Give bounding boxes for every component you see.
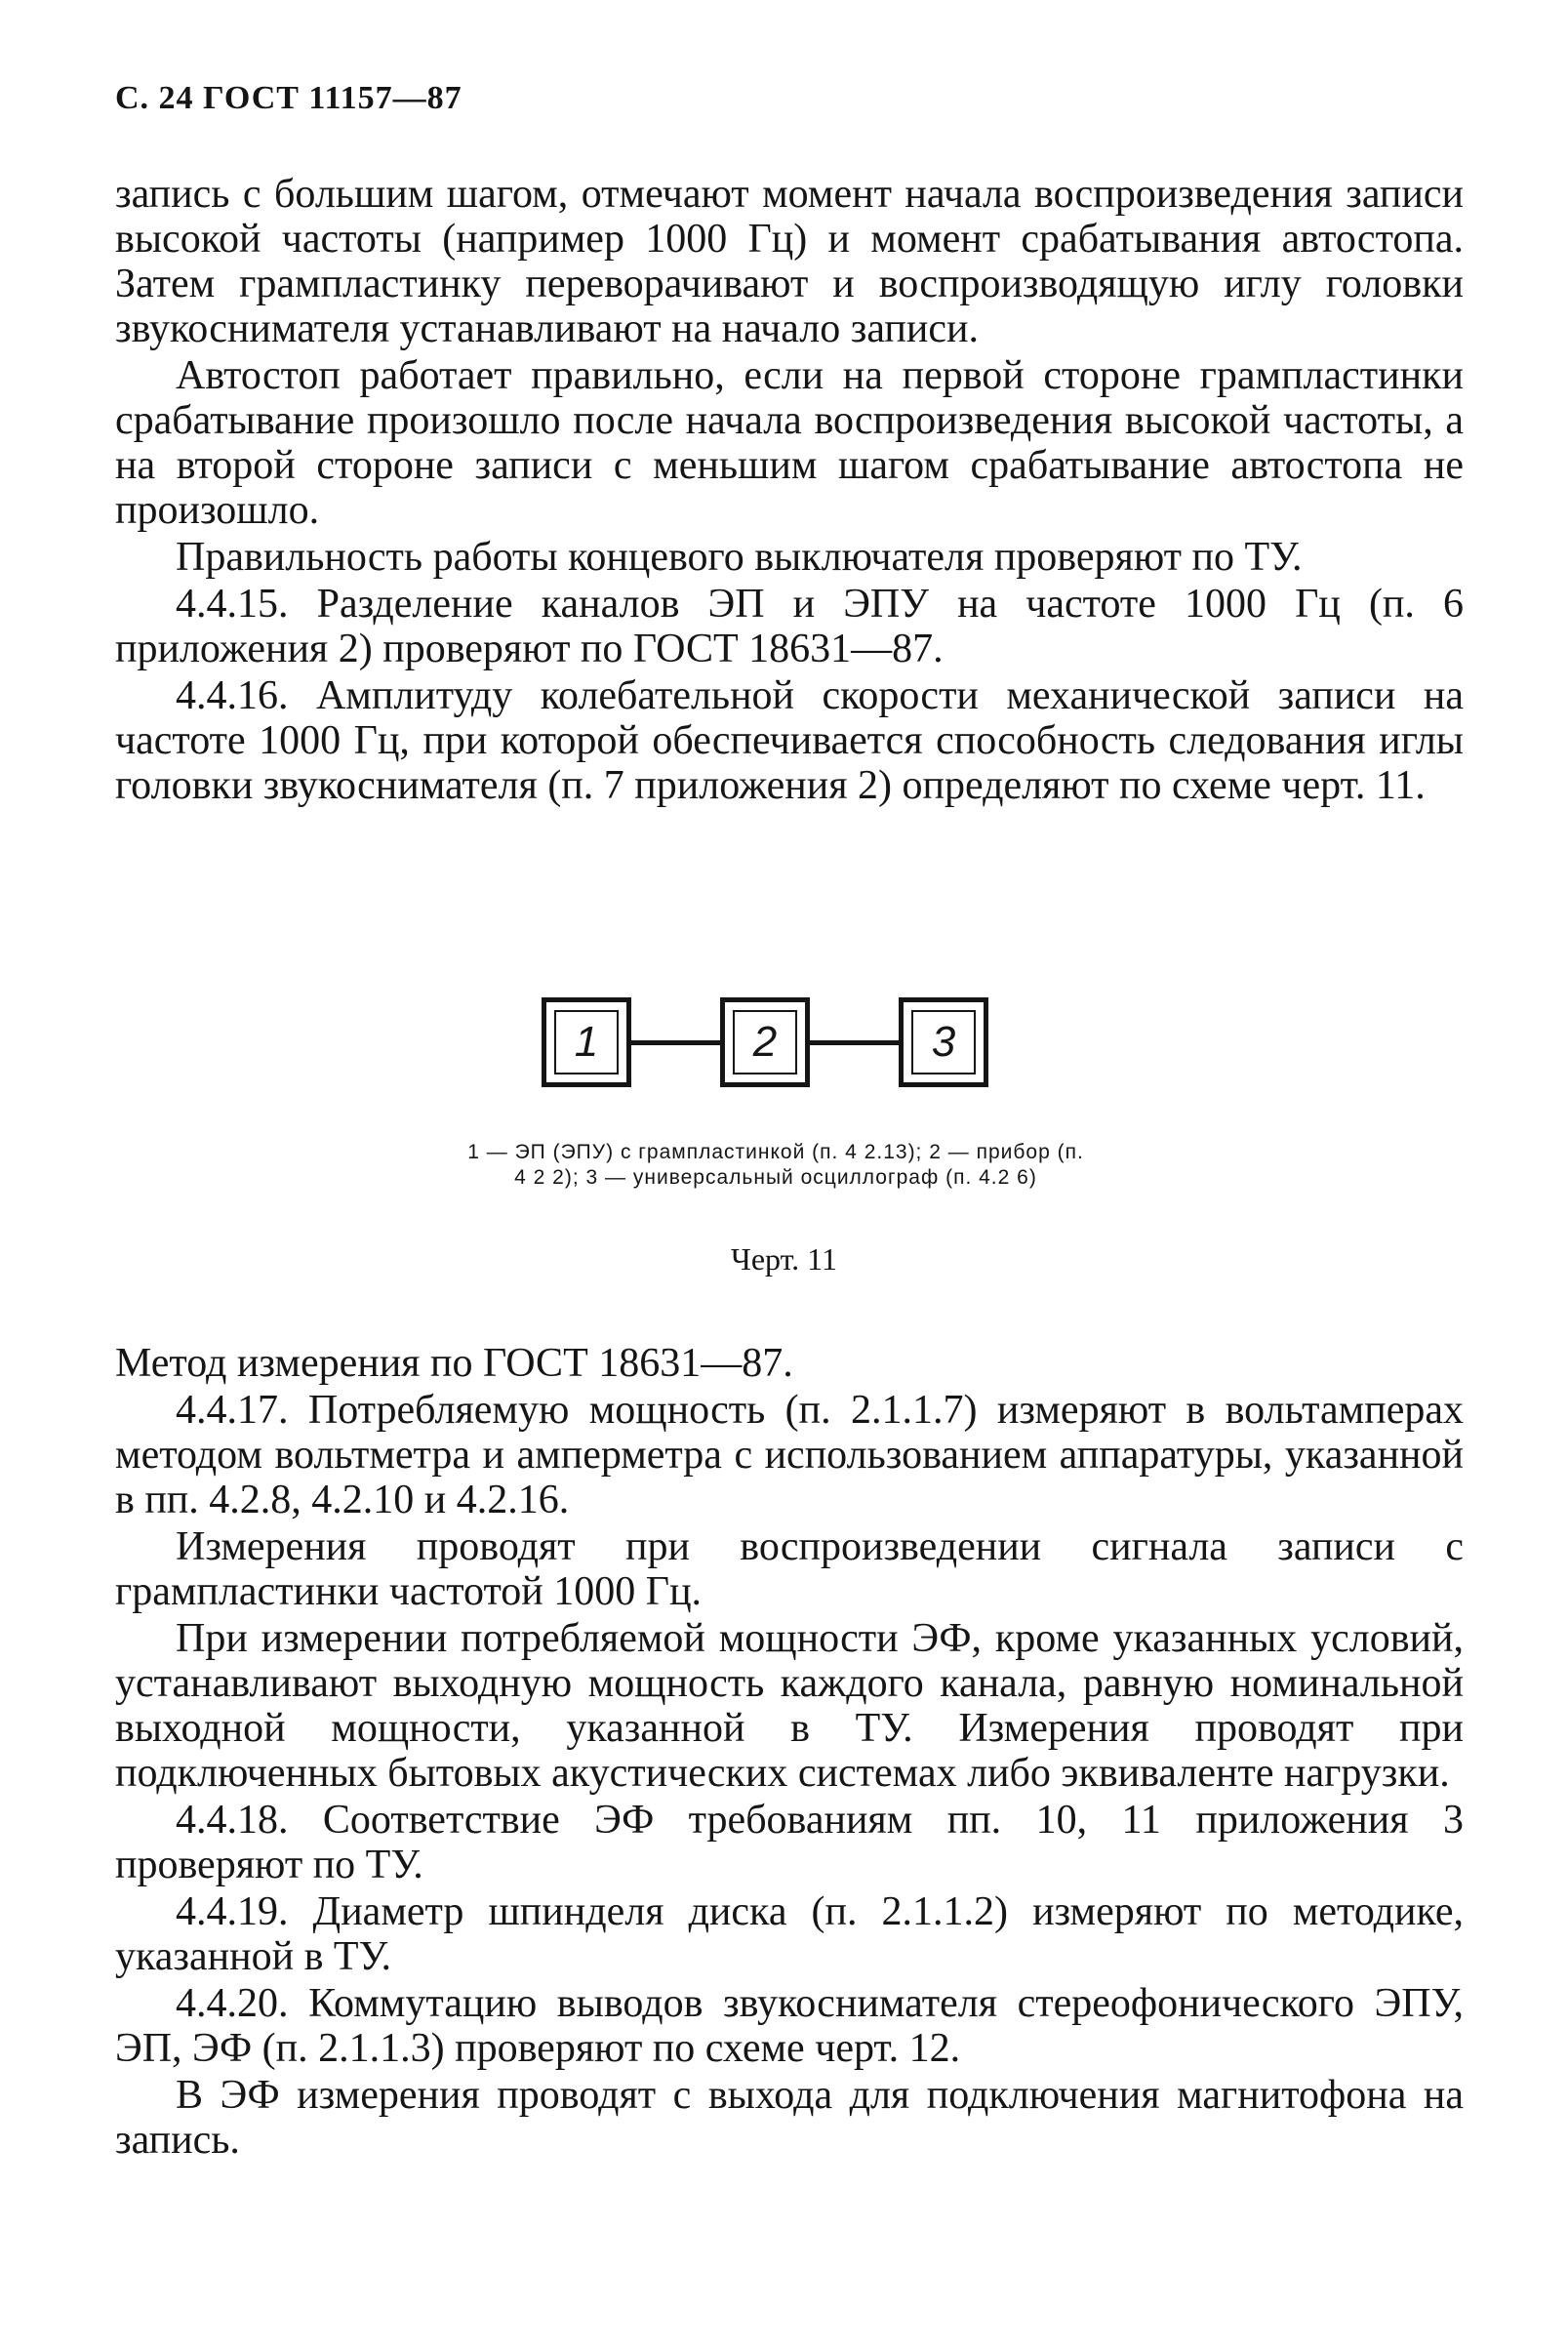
- page-header: С. 24 ГОСТ 11157—87: [115, 80, 462, 116]
- diagram-box-label: 3: [931, 1018, 956, 1066]
- paragraph: В ЭФ измерения проводят с выхода для подключения магнитофона на запись.: [115, 2073, 1464, 2163]
- text-block-top: [115, 172, 1464, 810]
- diagram-box-1: [542, 997, 631, 1087]
- paragraph: Метод измерения по ГОСТ 18631—87.: [115, 1341, 793, 1386]
- text-block-bottom: [115, 1341, 1464, 2165]
- connector-line: [810, 1040, 900, 1045]
- figure-caption: 1 — ЭП (ЭПУ) с грампластинкой (п. 4 2.13); 2 — прибор (п. 4 2 2); 3 — универсальный осциллограф (п. 4.2 6): [467, 1141, 1084, 1189]
- diagram-box-3: [899, 997, 988, 1087]
- paragraph: 4.4.20. Коммутацию выводов звукоснимателя стереофонического ЭПУ, ЭП, ЭФ (п. 2.1.1.3) проверяют по схеме черт. 12.: [115, 1981, 1464, 2071]
- paragraph: 4.4.18. Соответствие ЭФ требованиям пп. 10, 11 приложения 3 проверяют по ТУ.: [115, 1798, 1464, 1887]
- figure-label: Черт. 11: [731, 1241, 837, 1277]
- paragraph: запись с большим шагом, отмечают момент начала воспроизведения записи высокой частоты (например 1000 Гц) и момент срабатывания автостопа. Затем грампластинку переворачивают и воспроизводящую иглу головки звукоснимателя устанавливают на начало записи.: [115, 172, 1464, 351]
- paragraph: 4.4.16. Амплитуду колебательной скорости механической записи на частоте 1000 Гц, при которой обеспечивается способность следования иглы головки звукоснимателя (п. 7 приложения 2) определяют по схеме черт. 11.: [115, 673, 1464, 808]
- paragraph: 4.4.17. Потребляемую мощность (п. 2.1.1.7) измеряют в вольтамперах методом вольтметра и амперметра с использованием аппаратуры, указанной в пп. 4.2.8, 4.2.10 и 4.2.16.: [115, 1388, 1464, 1522]
- paragraph: При измерении потребляемой мощности ЭФ, кроме указанных условий, устанавливают выходную мощность каждого канала, равную номинальной выходной мощности, указанной в ТУ. Измерения проводят при подключенных бытовых акустических системах либо эквиваленте нагрузки.: [115, 1616, 1464, 1796]
- paragraph: 4.4.15. Разделение каналов ЭП и ЭПУ на частоте 1000 Гц (п. 6 приложения 2) проверяют по ГОСТ 18631—87.: [115, 582, 1464, 671]
- paragraph: Измерения проводят при воспроизведении сигнала записи с грампластинки частотой 1000 Гц.: [115, 1524, 1464, 1614]
- diagram-box-label: 2: [752, 1018, 778, 1066]
- paragraph: 4.4.19. Диаметр шпинделя диска (п. 2.1.1.2) измеряют по методике, указанной в ТУ.: [115, 1889, 1464, 1979]
- diagram-box-label: 1: [574, 1018, 599, 1066]
- connector-line: [631, 1040, 721, 1045]
- paragraph: Автостоп работает правильно, если на первой стороне грампластинки срабатывание произошло после начала воспроизведения высокой частоты, а на второй стороне записи с меньшим шагом срабатывание автостопа не произошло.: [115, 353, 1464, 533]
- diagram-box-2: [720, 997, 810, 1087]
- block-diagram: [542, 997, 990, 1095]
- paragraph: Правильность работы концевого выключателя проверяют по ТУ.: [176, 535, 1303, 580]
